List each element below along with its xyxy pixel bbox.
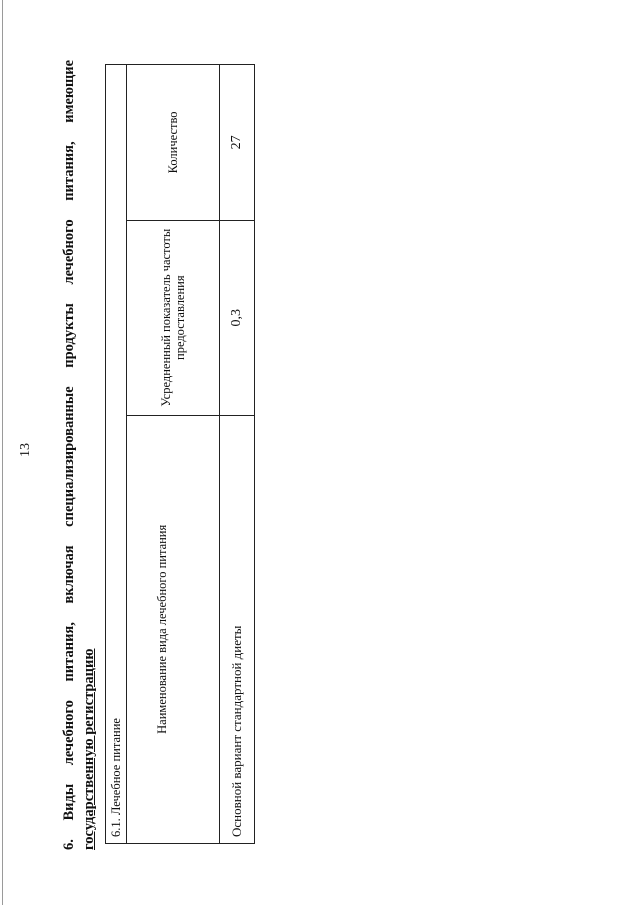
header-frequency: Усредненный показатель частоты предоставления xyxy=(127,220,220,415)
header-quantity: Количество xyxy=(127,65,220,221)
section-heading-continuation: государственную регистрацию xyxy=(81,648,97,850)
rotated-content xyxy=(60,60,244,850)
table-row xyxy=(220,65,255,844)
subsection-title: 6.1. Лечебное питание xyxy=(106,65,127,844)
cell-frequency: 0,3 xyxy=(220,220,255,415)
page-number: 13 xyxy=(18,443,33,457)
header-name: Наименование вида лечебного питания xyxy=(127,415,220,843)
subsection-row xyxy=(106,65,127,844)
nutrition-table xyxy=(105,64,255,844)
page-edge-line xyxy=(2,0,3,905)
cell-diet-name: Основной вариант стандартной диеты xyxy=(220,415,255,843)
cell-quantity: 27 xyxy=(220,65,255,221)
section-heading: 6. Виды лечебного питания, включая специализированные продукты лечебного питания, имеющие xyxy=(61,60,77,850)
header-row xyxy=(127,65,220,844)
